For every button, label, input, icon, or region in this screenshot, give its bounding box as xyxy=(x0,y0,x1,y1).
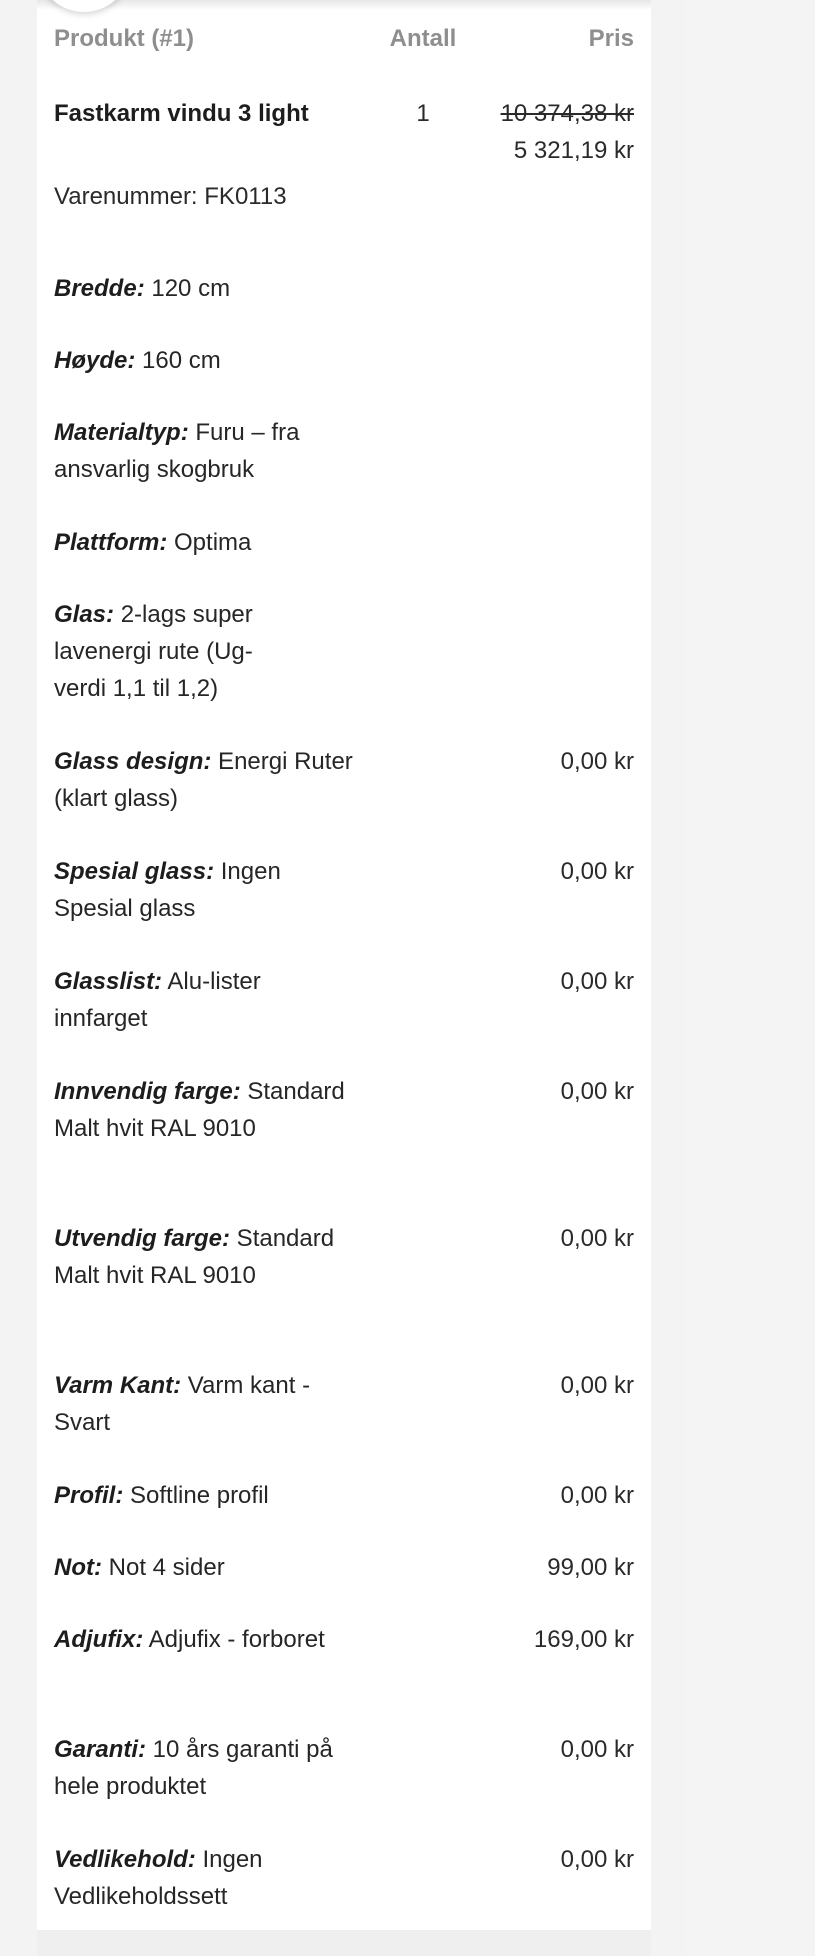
option-row-glass-design xyxy=(54,743,634,817)
option-price: 0,00 kr xyxy=(560,1846,634,1873)
option-value: Softline profil xyxy=(123,1482,269,1509)
option-value: Varm kant - Svart xyxy=(54,1372,311,1436)
option-value: 120 cm xyxy=(144,275,231,302)
option-row-bredde xyxy=(54,270,634,307)
option-row-vedlikehold xyxy=(54,1841,634,1915)
option-value: Furu – fra ansvarlig skogbruk xyxy=(54,419,300,483)
option-value: Not 4 sider xyxy=(101,1554,225,1581)
option-price: 0,00 kr xyxy=(560,1225,634,1252)
option-text xyxy=(54,342,354,379)
option-row-spesial-glass xyxy=(54,853,634,927)
option-label: Bredde: xyxy=(54,275,145,302)
option-label: Glas: xyxy=(54,601,115,628)
option-row-plattform xyxy=(54,524,634,561)
option-text xyxy=(54,1549,354,1586)
option-label: Glasslist: xyxy=(54,968,163,995)
header-price: Pris xyxy=(588,25,634,52)
option-price: 0,00 kr xyxy=(560,1372,634,1399)
option-label: Utvendig farge: xyxy=(54,1225,231,1252)
option-row-hoyde xyxy=(54,342,634,379)
option-value: Adjufix - forboret xyxy=(143,1626,325,1653)
option-price: 0,00 kr xyxy=(560,1736,634,1763)
option-row-profil xyxy=(54,1477,634,1514)
option-price: 0,00 kr xyxy=(560,968,634,995)
option-label: Plattform: xyxy=(54,529,168,556)
option-text xyxy=(54,596,304,707)
option-label: Profil: xyxy=(54,1482,124,1509)
option-value: 2-lags super lavenergi rute (Ug-verdi 1,1 til 1,2) xyxy=(54,601,253,702)
option-label: Høyde: xyxy=(54,347,136,374)
option-row-utvendig-farge xyxy=(54,1220,634,1294)
option-value: Ingen Spesial glass xyxy=(54,858,281,922)
product-price: 5 321,19 kr xyxy=(513,137,634,164)
option-value: Ingen Vedlikeholdssett xyxy=(54,1846,263,1910)
option-label: Spesial glass: xyxy=(54,858,215,885)
option-label: Adjufix: xyxy=(54,1626,144,1653)
header-product: Produkt (#1) xyxy=(54,25,195,52)
product-quantity: 1 xyxy=(416,100,430,127)
option-value: Alu-lister innfarget xyxy=(54,968,261,1032)
option-text xyxy=(54,963,354,1037)
option-text xyxy=(54,743,354,817)
option-text xyxy=(54,1621,354,1658)
option-price: 0,00 kr xyxy=(560,1482,634,1509)
option-label: Vedlikehold: xyxy=(54,1846,196,1873)
option-value: Optima xyxy=(167,529,252,556)
option-label: Innvendig farge: xyxy=(54,1078,241,1105)
option-row-innvendig-farge xyxy=(54,1073,634,1147)
product-old-price: 10 374,38 kr xyxy=(500,100,634,127)
card-top-shadow xyxy=(37,0,651,10)
option-value: Standard Malt hvit RAL 9010 xyxy=(54,1225,335,1289)
option-row-garanti xyxy=(54,1731,634,1805)
option-row-adjufix xyxy=(54,1621,634,1658)
option-price: 0,00 kr xyxy=(560,1078,634,1105)
option-row-glas xyxy=(54,596,634,707)
header-quantity: Antall xyxy=(389,25,457,52)
option-value: Standard Malt hvit RAL 9010 xyxy=(54,1078,345,1142)
option-text xyxy=(54,1073,354,1147)
product-title: Fastkarm vindu 3 light xyxy=(54,100,309,127)
option-row-not xyxy=(54,1549,634,1586)
page-side-background xyxy=(686,0,815,1956)
option-price: 0,00 kr xyxy=(560,748,634,775)
option-text xyxy=(54,1841,354,1915)
option-value: 10 års garanti på hele produktet xyxy=(54,1736,333,1800)
option-text xyxy=(54,853,354,927)
option-price: 169,00 kr xyxy=(533,1626,634,1653)
option-label: Glass design: xyxy=(54,748,212,775)
card-footer-bar xyxy=(37,1930,651,1956)
option-text xyxy=(54,414,354,488)
option-text xyxy=(54,1731,354,1805)
option-row-glasslist xyxy=(54,963,634,1037)
product-sku: Varenummer: FK0113 xyxy=(54,183,287,210)
option-label: Not: xyxy=(54,1554,102,1581)
table-header-row xyxy=(54,25,634,65)
option-text xyxy=(54,1477,354,1514)
option-text xyxy=(54,524,354,561)
option-label: Garanti: xyxy=(54,1736,147,1763)
option-text xyxy=(54,270,354,307)
option-value: Energi Ruter (klart glass) xyxy=(54,748,353,812)
option-text xyxy=(54,1220,354,1294)
option-text xyxy=(54,1367,354,1441)
option-row-materialtyp xyxy=(54,414,634,488)
option-row-varm-kant xyxy=(54,1367,634,1441)
option-value: 160 cm xyxy=(135,347,221,374)
option-price: 0,00 kr xyxy=(560,858,634,885)
option-label: Materialtyp: xyxy=(54,419,189,446)
option-label: Varm Kant: xyxy=(54,1372,182,1399)
option-price: 99,00 kr xyxy=(547,1554,634,1581)
